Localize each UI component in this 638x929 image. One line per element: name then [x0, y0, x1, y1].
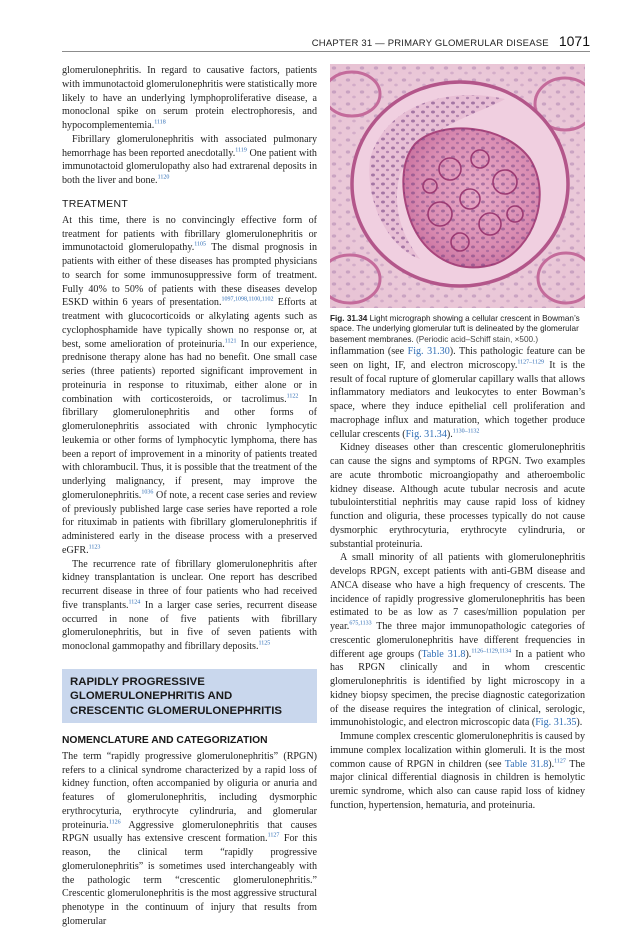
figure-label: Fig. 31.34 — [330, 314, 368, 323]
citation[interactable]: 1123 — [88, 544, 101, 551]
paragraph: Kidney diseases other than crescentic glomerulonephritis can cause the signs and symptoms of RPGN. Two examples are acute thrombotic microangiopathy and atheroembolic kidney disease. Although acute tubular necrosis and acute tubulointerstitial nephritis may cause rapid loss of kidney function and oliguria, these processes typically do not cause dysmorphic erythrocyturia, erythrocyte cylindruria, or substantial proteinuria. — [330, 442, 585, 550]
table-link[interactable]: Table 31.8 — [421, 648, 466, 660]
citation[interactable]: 675,1133 — [349, 620, 372, 627]
citation[interactable]: 1126–1129,1134 — [471, 648, 512, 655]
citation[interactable]: 1119 — [235, 147, 247, 154]
treatment-heading: TREATMENT — [62, 197, 129, 210]
citation[interactable]: 1105 — [194, 241, 207, 248]
figure-link[interactable]: Fig. 31.35 — [535, 717, 577, 729]
section-heading-line: CRESCENTIC GLOMERULONEPHRITIS — [70, 704, 283, 717]
paragraph: inflammation (see Fig. 31.30). This pathologic feature can be seen on light, IF, and electron microscopy.$^{1127-1129}$ It is the result of focal rupture of glomerular capillary walls that allows inflammatory mediators and leukocytes to enter Bowman’s space, where they induce epithelial cell proliferation and macrophage influx and maturation, which together produce cellular crescents (Fig. 31.34).$^{1130-1132}$ — [330, 346, 585, 440]
figure-link[interactable]: Fig. 31.30 — [407, 346, 450, 358]
citation[interactable]: 1127 — [267, 833, 280, 840]
paragraph: The term “rapidly progressive glomerulonephritis” (RPGN) refers to a clinical syndrome characterized by a rapid loss of kidney function, often accompanied by oliguria or anuria and features of glomerulonephritis, including dysmorphic erythrocyturia, erythrocyte cylindruria, and glomerular proteinuria.$^{1126}$ Aggressive glomerulonephritis that causes RPGN usually has extensive crescent formation.$^{1127}$ For this reason, the clinical term “rapidly progressive glomerulonephritis” is sometimes used interchangeably with the pathologic term “crescentic glomerulonephritis.” Crescentic glomerulonephritis is the most aggressive structural phenotype in the continuum of injury that results from glomerular — [62, 750, 317, 927]
section-heading-line: RAPIDLY PROGRESSIVE — [70, 675, 205, 688]
right-column — [330, 64, 585, 813]
citation[interactable]: 1121 — [224, 338, 237, 345]
citation[interactable]: 1130–1132 — [452, 428, 480, 435]
section-heading-line: GLOMERULONEPHRITIS AND — [70, 690, 233, 703]
page-number: 1071 — [558, 33, 590, 49]
table-link[interactable]: Table 31.8 — [504, 758, 549, 770]
citation[interactable]: 1124 — [128, 599, 141, 606]
citation[interactable]: 1127 — [554, 758, 566, 765]
citation[interactable]: 1126 — [108, 819, 121, 826]
running-head — [312, 33, 590, 49]
figure-link[interactable]: Fig. 31.34 — [405, 428, 447, 440]
nomenclature-heading: NOMENCLATURE AND CATEGORIZATION — [62, 734, 268, 746]
micrograph-image — [330, 64, 585, 308]
citation[interactable]: 1036 — [141, 489, 154, 496]
paragraph: A small minority of all patients with glomerulonephritis develops RPGN, except patients with anti-GBM disease and ANCA disease who have a high frequency of crescents. The incidence of rapidly progressive glomerulonephritis has been estimated to be as low as 7 cases/million population per year.$^{675,1133}$ The three major immunopathologic categories of crescentic glomerulonephritis have different frequencies in different age groups (Table 31.8).$^{1126-1129,1134}$ In a patient who has RPGN clinically and in whom crescentic glomerulonephritis is identified by light microscopy in a kidney biopsy specimen, the precise diagnostic categorization of the disease requires the integration of clinical, serologic, immunohistologic, and electron microscopic data (Fig. 31.35). — [330, 552, 585, 729]
citation[interactable]: 1125 — [258, 640, 271, 647]
paragraph: Fibrillary glomerulonephritis with associated pulmonary hemorrhage has been reported anecdotally.$^{1119}$ One patient with immunotactoid glomerulopathy also had extrarenal deposits in both the liver and bone.$^{1120}$ — [62, 133, 317, 186]
paragraph: The recurrence rate of fibrillary glomerulonephritis after kidney transplantation is unclear. One report has described recurrent disease in three of four patients who had received five transplants.$^{1124}$ In a larger case series, recurrent disease occurred in none of five patients with fibrillary glomerulonephritis, but in five of seven patients with monoclonal gammopathy and fibrillary deposits.$^{1125}$ — [62, 558, 317, 652]
citation[interactable]: 1127–1129 — [517, 359, 544, 366]
section-heading-box — [62, 669, 317, 723]
figure-caption: Fig. 31.34 Light micrograph showing a cellular crescent in Bowman’s space. The underlying glomerular tuft is delineated by the glomerular basement membranes. (Periodic acid–Schiff stain, ×500.) — [330, 314, 580, 344]
citation[interactable]: 1097,1098,1100,1102 — [221, 296, 274, 303]
citation[interactable]: 1118 — [154, 119, 166, 126]
chapter-title: CHAPTER 31 — PRIMARY GLOMERULAR DISEASE — [311, 38, 549, 49]
header-rule — [62, 51, 590, 52]
citation[interactable]: 1120 — [157, 174, 170, 181]
paragraph: Immune complex crescentic glomerulonephritis is caused by immune complex localization within glomeruli. It is the most common cause of RPGN in children (see Table 31.8).$^{1127}$ The major clinical differential diagnosis in children is hemolytic uremic syndrome, which also can cause rapid loss of kidney function, hypertension, hematuria, and proteinuria. — [330, 731, 585, 811]
left-column — [62, 64, 317, 929]
micrograph-figure — [330, 64, 585, 308]
paragraph: At this time, there is no convincingly effective form of treatment for patients with fibrillary glomerulonephritis or immunotactoid glomerulopathy.$^{1105}$ The dismal prognosis in patients with either of these diseases has prompted physicians to search for some immunosuppressive form of treatment. Fully 40% to 50% of patients with these diseases develop ESKD within 6 years of presentation.$^{1097,1098,1100,1102}$ Efforts at treatment with glucocorticoids or alkylating agents such as cyclophosphamide have typically shown no response or, at best, some amelioration of proteinuria.$^{1121}$ In our experience, prednisone therapy alone has had no benefit. One small case series (three patients) reported significant improvement in proteinuria in response to rituximab, either alone or in combination with corticosteroids, or tacrolimus.$^{1122}$ In fibrillary glomerulonephritis and other forms of glomerulonephritis associated with chronic lymphocytic leukemia or other forms of lymphocytic lymphoma, there has been a report of improvement in a minority of patients treated with chlorambucil. Thus, it is possible that the treatment of the underlying malignancy, if present, may improve the glomerulonephritis.$^{1036}$ Of note, a recent case series and review of previously published large case series have reported a role for rituximab in patients with fibrillary glomerulonephritis if administered early in the disease process with a preserved eGFR.$^{1123}$ — [62, 214, 317, 556]
citation[interactable]: 1122 — [286, 393, 299, 400]
paragraph: glomerulonephritis. In regard to causative factors, patients with immunotactoid glomerulonephritis were statistically more likely to have an underlying lymphoproliferative disease, a monoclonal spike on serum protein electrophoresis, and hypocomplementemia.$^{1118}$ — [62, 65, 317, 131]
